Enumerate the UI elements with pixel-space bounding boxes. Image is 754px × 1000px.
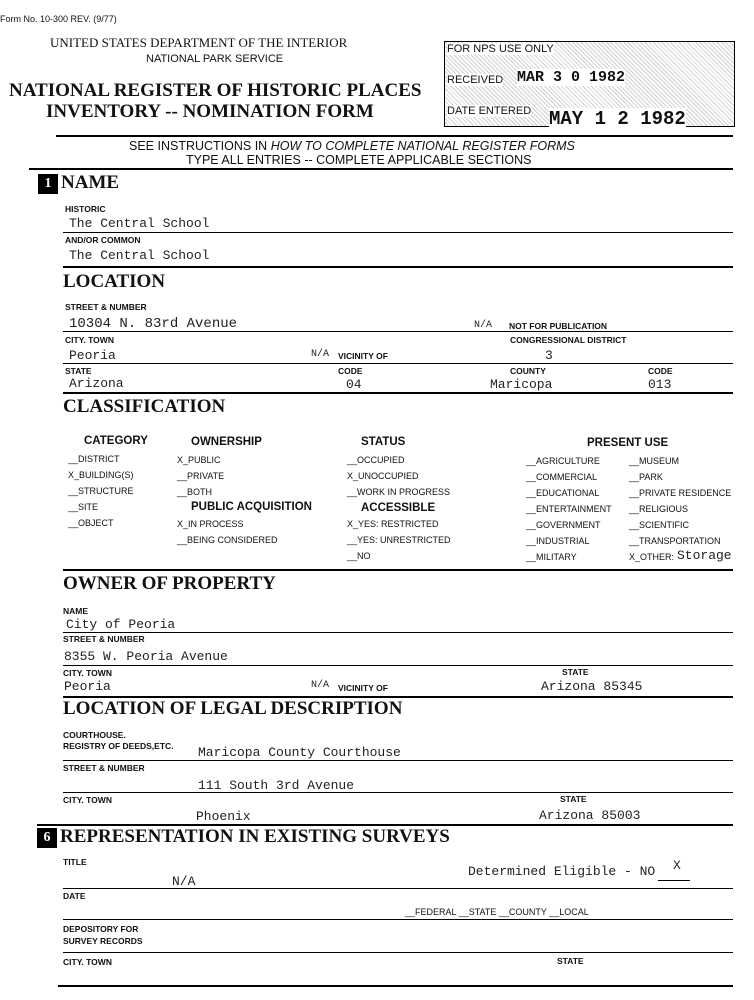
county-label: COUNTY [510,366,546,376]
form-number: Form No. 10-300 REV. (9/77) [0,14,117,24]
field-line [63,792,733,793]
legal-city-value: Phoenix [196,809,251,824]
use-other-value: Storage [677,548,732,563]
acquisition-heading: PUBLIC ACQUISITION [191,501,312,513]
field-line [63,331,733,332]
section-location-heading: LOCATION [63,271,166,292]
category-site: __SITE [68,502,99,512]
accessible-no: __NO [347,551,371,561]
survey-state-label: STATE [557,956,584,966]
present-use-heading: PRESENT USE [587,437,669,449]
field-line [63,232,733,233]
state-code-value: 04 [346,377,362,392]
category-heading: CATEGORY [84,435,148,447]
received-label: RECEIVED [447,74,504,86]
divider [63,392,733,394]
owner-name-value: City of Peoria [66,617,176,632]
field-line [658,880,690,881]
department-name: UNITED STATES DEPARTMENT OF THE INTERIOR [50,35,348,50]
use-transportation: __TRANSPORTATION [629,536,721,546]
legal-state-value: Arizona 85003 [539,808,641,823]
street-label: STREET & NUMBER [65,302,147,312]
county-code-value: 013 [648,377,672,392]
use-private-residence: __PRIVATE RESIDENCE [629,488,732,498]
code-label: CODE [338,366,363,376]
district-value: 3 [545,348,553,363]
field-line [63,888,733,889]
not-for-publication-label: NOT FOR PUBLICATION [509,321,608,331]
legal-city-label: CITY. TOWN [63,795,112,805]
service-name: NATIONAL PARK SERVICE [146,53,284,65]
nps-use-label: FOR NPS USE ONLY [447,43,554,55]
owner-street-label: STREET & NUMBER [63,634,145,644]
congressional-district-label: CONGRESSIONAL DISTRICT [510,335,627,345]
state-value: Arizona [69,376,124,391]
owner-state-label: STATE [562,667,589,677]
use-government: __GOVERNMENT [526,520,601,530]
field-line [63,952,733,953]
owner-vicinity-mark: N/A [311,680,330,691]
form-title-line2: INVENTORY -- NOMINATION FORM [46,101,374,122]
field-line [63,363,733,364]
ownership-both: __BOTH [177,487,213,497]
received-stamp: MAR 3 0 1982 [517,69,626,86]
status-occupied: __OCCUPIED [347,455,405,465]
section-number: 1 [38,174,58,194]
survey-title-value: N/A [172,874,196,889]
common-name-value: The Central School [69,248,210,263]
survey-date-label: DATE [63,891,86,901]
category-building: X_BUILDING(S) [68,470,134,480]
city-value: Peoria [69,348,116,363]
owner-name-label: NAME [63,606,89,616]
category-district: __DISTRICT [68,454,120,464]
use-military: __MILITARY [526,552,577,562]
category-structure: __STRUCTURE [68,486,134,496]
section-name-heading: 1 NAME [38,172,119,194]
divider [56,135,733,137]
owner-city-value: Peoria [64,679,111,694]
use-educational: __EDUCATIONAL [526,488,600,498]
accessible-restricted: X_YES: RESTRICTED [347,519,439,529]
not-for-publication-mark: N/A [474,320,493,331]
legal-street-label: STREET & NUMBER [63,763,145,773]
category-object: __OBJECT [68,518,114,528]
survey-level-options: __FEDERAL __STATE __COUNTY __LOCAL [405,907,589,917]
field-line [63,919,733,920]
vicinity-label: VICINITY OF [338,351,388,361]
use-industrial: __INDUSTRIAL [526,536,590,546]
depository-label: DEPOSITORY FOR [63,924,139,934]
acquisition-in-process: X_IN PROCESS [177,519,244,529]
legal-state-label: STATE [560,794,587,804]
use-entertainment: __ENTERTAINMENT [526,504,612,514]
section-legal-heading: LOCATION OF LEGAL DESCRIPTION [63,698,403,719]
survey-city-label: CITY. TOWN [63,957,112,967]
use-other: X_OTHER: [629,552,675,562]
status-work-in-progress: __WORK IN PROGRESS [347,487,451,497]
ownership-heading: OWNERSHIP [191,436,262,448]
section-owner-heading: OWNER OF PROPERTY [63,573,276,594]
field-line [63,665,733,666]
vicinity-mark: N/A [311,349,330,360]
legal-street-value: 111 South 3rd Avenue [198,778,355,793]
state-label: STATE [65,366,92,376]
divider [29,168,733,170]
owner-vicinity-label: VICINITY OF [338,683,388,693]
status-heading: STATUS [361,436,406,448]
acquisition-being-considered: __BEING CONSIDERED [177,535,278,545]
use-scientific: __SCIENTIFIC [629,520,690,530]
common-name-label: AND/OR COMMON [65,235,141,245]
ownership-private: __PRIVATE [177,471,225,481]
divider [58,985,733,987]
use-park: __PARK [629,472,663,482]
eligibility-note: Determined Eligible - NO [468,864,656,879]
status-unoccupied: X_UNOCCUPIED [347,471,419,481]
use-commercial: __COMMERCIAL [526,472,598,482]
divider [63,569,733,571]
street-value: 10304 N. 83rd Avenue [69,316,238,332]
historic-label: HISTORIC [65,204,106,214]
section-surveys-heading: 6 REPRESENTATION IN EXISTING SURVEYS [37,826,450,848]
field-line [63,632,733,633]
field-line [63,760,733,761]
county-value: Maricopa [490,377,553,392]
survey-records-label: SURVEY RECORDS [63,936,143,946]
ownership-public: X_PUBLIC [177,455,221,465]
date-entered-label: DATE ENTERED [447,105,532,117]
use-museum: __MUSEUM [629,456,680,466]
owner-city-label: CITY. TOWN [63,668,112,678]
section-number: 6 [37,828,57,848]
instructions-line1: SEE INSTRUCTIONS IN HOW TO COMPLETE NATIONAL REGISTER FORMS [129,139,575,153]
city-label: CITY. TOWN [65,335,114,345]
survey-title-label: TITLE [63,857,87,867]
historic-name-value: The Central School [69,216,210,231]
eligibility-mark: X [673,858,681,873]
use-religious: __RELIGIOUS [629,504,689,514]
accessible-unrestricted: __YES: UNRESTRICTED [347,535,451,545]
courthouse-value: Maricopa County Courthouse [198,745,401,760]
instructions-line2: TYPE ALL ENTRIES -- COMPLETE APPLICABLE SECTIONS [186,153,532,167]
accessible-heading: ACCESSIBLE [361,502,436,514]
owner-state-value: Arizona 85345 [541,679,643,694]
section-classification-heading: CLASSIFICATION [63,396,226,417]
divider [63,266,733,268]
county-code-label: CODE [648,366,673,376]
nps-use-box [444,41,735,130]
form-title-line1: NATIONAL REGISTER OF HISTORIC PLACES [9,80,422,101]
owner-street-value: 8355 W. Peoria Avenue [64,649,228,664]
use-agriculture: __AGRICULTURE [526,456,600,466]
courthouse-label: COURTHOUSE. [63,730,126,740]
date-entered-stamp: MAY 1 2 1982 [549,108,686,130]
registry-label: REGISTRY OF DEEDS,ETC. [63,741,174,751]
